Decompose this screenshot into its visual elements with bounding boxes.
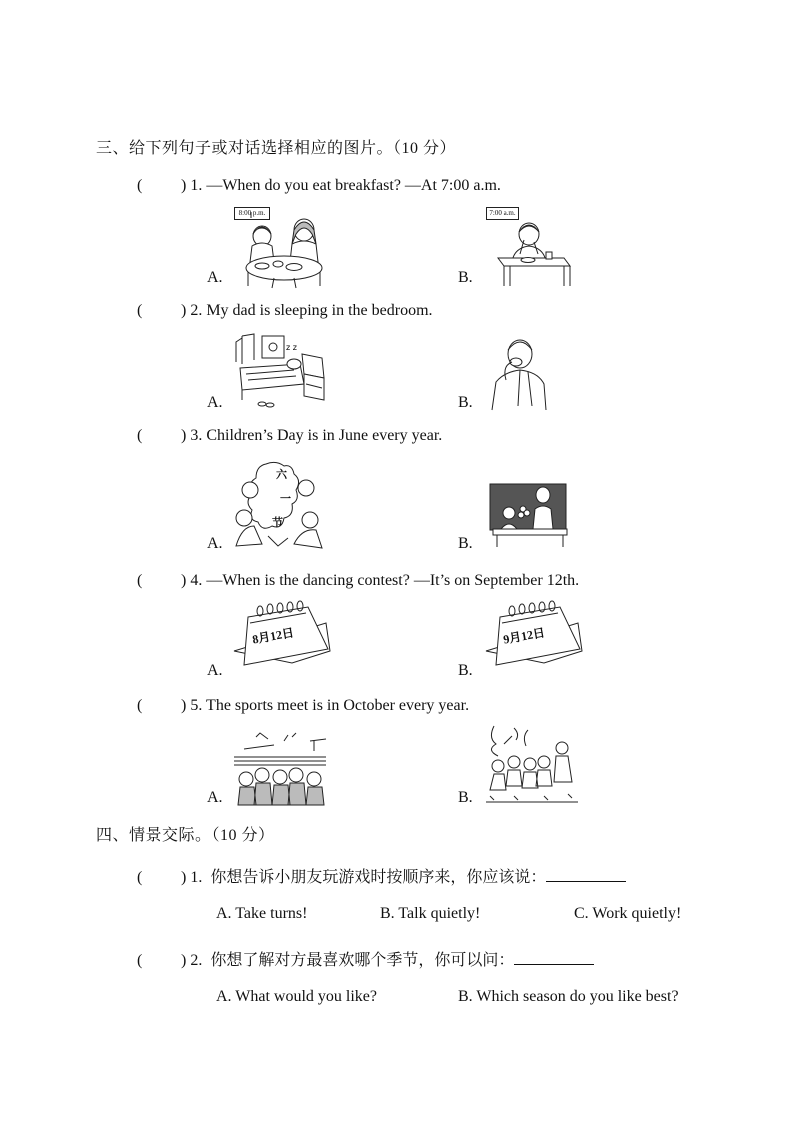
eating-illustration [484, 336, 550, 412]
hiking-illustration [484, 726, 580, 806]
answer-blank[interactable] [546, 867, 626, 882]
festival-char: 六 [276, 469, 287, 481]
sleeping-illustration [234, 334, 330, 410]
section4-heading: 四、情景交际。（10 分） [96, 827, 275, 844]
clock-sign-b: 7:00 a.m. [486, 207, 519, 220]
answer-paren[interactable]: ( [137, 869, 143, 886]
option-a-label[interactable]: A. [207, 394, 223, 411]
svg-text:z z: z z [286, 343, 297, 352]
option-a[interactable]: A. What would you like? [216, 988, 378, 1005]
question-number: ) 3. [181, 427, 203, 444]
q3-5-line [137, 697, 469, 715]
answer-paren[interactable]: ( [137, 177, 143, 194]
calendar-date-b: 9月12日 [502, 625, 546, 647]
question-text: —When do you eat breakfast? —At 7:00 a.m. [206, 177, 501, 194]
question-text: 你想告诉小朋友玩游戏时按顺序来，你应该说： [210, 869, 547, 886]
option-b-label[interactable]: B. [458, 789, 473, 806]
breakfast-illustration [484, 220, 576, 286]
q3-1-line [137, 177, 501, 195]
festival-char: 节 [272, 517, 283, 529]
option-b-label[interactable]: B. [458, 394, 473, 411]
option-b-label[interactable]: B. [458, 662, 473, 679]
option-a-label[interactable]: A. [207, 662, 223, 679]
classroom-illustration [489, 483, 569, 549]
question-text: 你想了解对方最喜欢哪个季节，你可以问： [210, 952, 515, 969]
festival-char: 一 [280, 493, 291, 505]
option-b[interactable]: B. Which season do you like best? [458, 988, 679, 1005]
dinner-illustration [234, 210, 324, 288]
question-text: Children’s Day is in June every year. [206, 427, 443, 444]
question-text: My dad is sleeping in the bedroom. [206, 302, 433, 319]
option-a-label[interactable]: A. [207, 269, 223, 286]
option-a[interactable]: A. Take turns! [216, 905, 308, 922]
option-a-label[interactable]: A. [207, 535, 223, 552]
answer-paren[interactable]: ( [137, 697, 143, 714]
answer-paren[interactable]: ( [137, 302, 143, 319]
answer-paren[interactable]: ( [137, 572, 143, 589]
answer-blank[interactable] [514, 950, 594, 965]
option-b[interactable]: B. Talk quietly! [380, 905, 481, 922]
option-b-label[interactable]: B. [458, 535, 473, 552]
option-a-label[interactable]: A. [207, 789, 223, 806]
question-number: ) 4. [181, 572, 203, 589]
answer-paren[interactable]: ( [137, 952, 143, 969]
answer-paren[interactable]: ( [137, 427, 143, 444]
question-number: ) 1. [181, 177, 203, 194]
option-c[interactable]: C. Work quietly! [574, 905, 682, 922]
question-number: ) 5. [181, 697, 203, 714]
calendar-date-a: 8月12日 [251, 625, 295, 647]
q3-3-line [137, 427, 442, 445]
audience-illustration [234, 729, 326, 805]
q3-2-line [137, 302, 433, 320]
clock-sign-a: 8:00 p.m. [234, 207, 270, 220]
question-text: The sports meet is in October every year. [206, 697, 470, 714]
question-number: ) 2. [181, 952, 203, 969]
section3-heading: 三、给下列句子或对话选择相应的图片。（10 分） [96, 140, 457, 157]
question-number: ) 1. [181, 869, 203, 886]
option-b-label[interactable]: B. [458, 269, 473, 286]
q4-1-line [137, 864, 626, 887]
question-number: ) 2. [181, 302, 203, 319]
q4-2-line [137, 947, 594, 970]
q3-4-line [137, 572, 579, 590]
question-text: —When is the dancing contest? —It’s on September 12th. [206, 572, 580, 589]
